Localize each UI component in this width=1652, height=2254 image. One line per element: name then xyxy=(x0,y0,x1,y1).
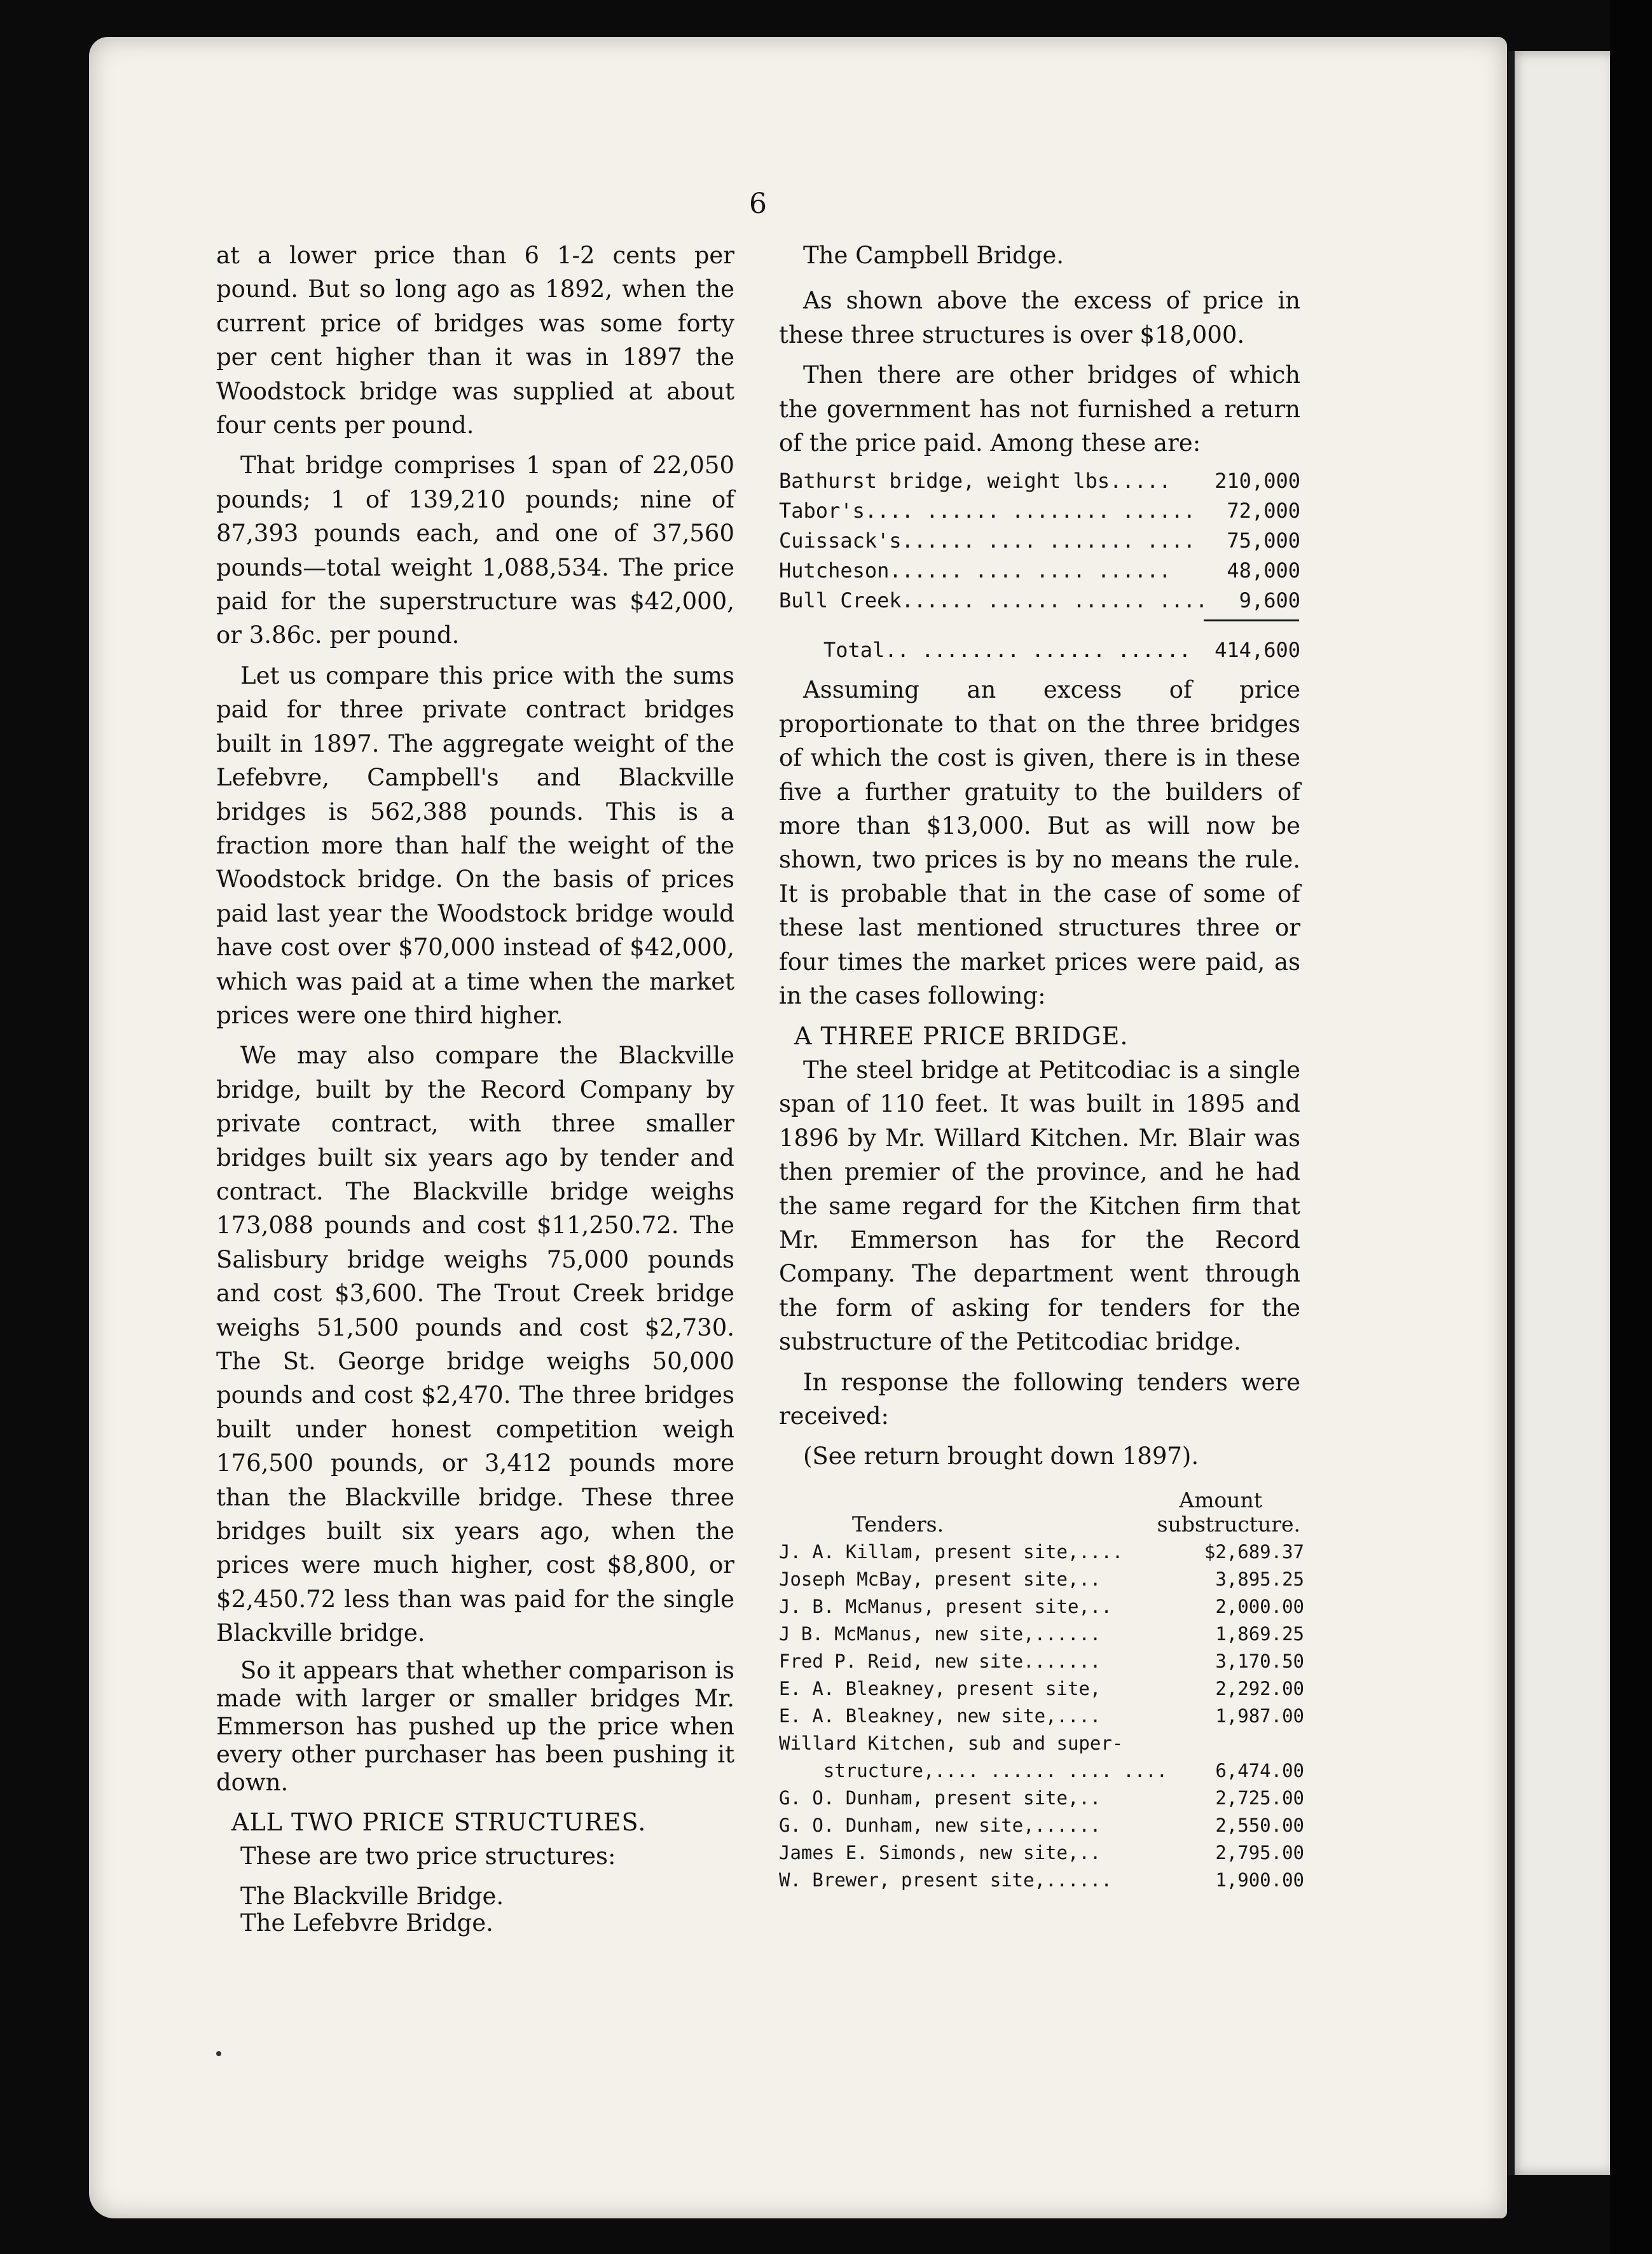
tenders-header-left: Tenders. xyxy=(852,1511,944,1537)
paragraph: Then there are other bridges of which the government has not furnished a return of the price paid. Among these are: xyxy=(779,361,1300,457)
tender-name: J. B. McManus, present site,.. xyxy=(779,1595,1112,1617)
tender-amount: 3,170.50 xyxy=(1215,1650,1304,1672)
list-item xyxy=(779,526,1300,556)
list-item xyxy=(779,466,1300,496)
left-column xyxy=(216,239,734,1937)
paragraph: The Campbell Bridge. xyxy=(803,242,1064,269)
paragraph: These are two price structures: xyxy=(240,1843,616,1870)
tender-name: structure,.... ...... .... .... xyxy=(779,1759,1168,1781)
bridge-name: The Blackville Bridge. xyxy=(240,1883,504,1911)
tenders-table xyxy=(779,1538,1304,1894)
table-row xyxy=(779,1566,1304,1593)
paragraph: So it appears that whether comparison is made with larger or smaller bridges Mr. Emmerson has pushed up the price when every other purchaser has been pushing it down. xyxy=(216,1656,734,1796)
tender-name: Fred P. Reid, new site....... xyxy=(779,1650,1101,1672)
list-item-value: 72,000 xyxy=(1227,499,1300,523)
tender-name: Joseph McBay, present site,.. xyxy=(779,1568,1101,1590)
bridge-name: The Lefebvre Bridge. xyxy=(240,1909,493,1937)
tender-name: Willard Kitchen, sub and super- xyxy=(779,1732,1124,1754)
tender-name: E. A. Bleakney, new site,.... xyxy=(779,1704,1101,1727)
paragraph: We may also compare the Blackville bridge, built by the Record Company by private contract, with three smaller bridges built six years ago by tender and contract. The Blackville bridge weighs 173,088 pounds and cost $11,250.72. The Salisbury bridge weighs 75,000 pounds and cost $3,600. The Trout Creek bridge weighs 51,500 pounds and cost $2,730. The St. George bridge weighs 50,000 pounds and cost $2,470. The three bridges built under honest competition weigh 176,500 pounds, or 3,412 pounds more than the Blackville bridge. These three bridges built six years ago, when the prices were much higher, cost $8,800, or $2,450.72 less than was paid for the single Blackville bridge. xyxy=(216,1042,734,1647)
tender-amount: $2,689.37 xyxy=(1204,1540,1304,1563)
table-row xyxy=(779,1648,1304,1675)
paragraph: In response the following tenders were received: xyxy=(779,1368,1300,1430)
tenders-header-right: Amount xyxy=(1179,1487,1262,1512)
list-item-value: 9,600 xyxy=(1239,588,1300,613)
table-row xyxy=(779,1703,1304,1730)
tender-amount: 2,725.00 xyxy=(1215,1787,1304,1809)
right-column xyxy=(779,239,1304,1894)
tenders-header-right: substructure. xyxy=(1157,1511,1300,1537)
tender-name: G. O. Dunham, present site,.. xyxy=(779,1787,1101,1809)
list-item-value: 75,000 xyxy=(1227,529,1300,553)
table-row xyxy=(779,1538,1304,1566)
table-row xyxy=(779,1593,1304,1621)
paragraph: As shown above the excess of price in these three structures is over $18,000. xyxy=(779,287,1300,349)
list-item-name: Bull Creek...... ...... ...... .... xyxy=(779,588,1208,613)
table-row xyxy=(779,1785,1304,1812)
list-item-name: Tabor's.... ...... ........ ...... xyxy=(779,499,1196,523)
table-row xyxy=(779,1867,1304,1894)
section-heading: A THREE PRICE BRIDGE. xyxy=(794,1021,1129,1050)
tender-name: E. A. Bleakney, present site, xyxy=(779,1677,1101,1699)
tender-amount: 2,000.00 xyxy=(1215,1595,1304,1617)
list-item-value: 48,000 xyxy=(1227,558,1300,583)
tender-amount xyxy=(1197,1730,1304,1757)
paragraph: at a lower price than 6 1-2 cents per pound. But so long ago as 1892, when the current price of bridges was some forty per cent higher than it was in 1897 the Woodstock bridge was supplied at about four cents per pound. xyxy=(216,242,734,439)
tender-amount: 2,795.00 xyxy=(1215,1841,1304,1863)
list-item-name: Cuissack's...... .... ....... .... xyxy=(779,529,1196,553)
scan-border xyxy=(1610,0,1652,2254)
bridge-weight-total xyxy=(779,621,1300,665)
list-item-name: Bathurst bridge, weight lbs..... xyxy=(779,469,1171,494)
tender-amount: 1,869.25 xyxy=(1215,1622,1304,1645)
tender-name: J B. McManus, new site,...... xyxy=(779,1622,1101,1645)
list-item-value: 210,000 xyxy=(1215,469,1300,494)
table-row xyxy=(779,1621,1304,1648)
tender-amount: 6,474.00 xyxy=(1215,1759,1304,1781)
list-item xyxy=(779,496,1300,526)
ink-speck xyxy=(216,2051,221,2056)
table-row xyxy=(779,1812,1304,1839)
section-heading: ALL TWO PRICE STRUCTURES. xyxy=(231,1808,647,1836)
adjacent-page-edge xyxy=(1508,51,1616,2175)
page-number: 6 xyxy=(749,188,767,220)
list-item xyxy=(779,556,1300,586)
tender-amount: 1,987.00 xyxy=(1215,1704,1304,1727)
total-value: 414,600 xyxy=(1215,638,1300,663)
table-row xyxy=(779,1839,1304,1867)
table-row xyxy=(779,1675,1304,1703)
tender-amount: 2,292.00 xyxy=(1215,1677,1304,1699)
total-label: Total.. ........ ...... ...... xyxy=(823,638,1191,663)
tender-name: G. O. Dunham, new site,...... xyxy=(779,1814,1101,1836)
tender-name: James E. Simonds, new site,.. xyxy=(779,1841,1101,1863)
total-row xyxy=(779,621,1300,665)
list-item xyxy=(779,586,1300,616)
tender-amount: 1,900.00 xyxy=(1215,1869,1304,1891)
paragraph: Assuming an excess of price proportionate to that on the three bridges of which the cost is given, there is in these five a further gratuity to the builders of more than $13,000. But as will now be shown, two prices is by no means the rule. It is probable that in the case of some of these last mentioned structures three or four times the market prices were paid, as in the cases following: xyxy=(779,676,1300,1010)
list-item-name: Hutcheson...... .... .... ...... xyxy=(779,558,1171,583)
tender-name: W. Brewer, present site,...... xyxy=(779,1869,1112,1891)
tender-amount: 3,895.25 xyxy=(1215,1568,1304,1590)
paragraph: That bridge comprises 1 span of 22,050 pounds; 1 of 139,210 pounds; nine of 87,393 pounds each, and one of 37,560 pounds—total weight 1,088,534. The price paid for the superstructure was $42,000, or 3.86c. per pound. xyxy=(216,452,734,649)
bridge-weight-list xyxy=(779,466,1300,616)
paragraph: The steel bridge at Petitcodiac is a single span of 110 feet. It was built in 1895 and 1896 by Mr. Willard Kitchen. Mr. Blair was then premier of the province, and he had the same regard for the Kitchen firm that Mr. Emmerson has for the Record Company. The department went through the form of asking for tenders for the substructure of the Petitcodiac bridge. xyxy=(779,1056,1300,1356)
tender-name: J. A. Killam, present site,.... xyxy=(779,1540,1124,1563)
table-row xyxy=(779,1730,1304,1757)
tenders-header xyxy=(779,1488,1300,1538)
table-row xyxy=(779,1757,1304,1785)
tender-amount: 2,550.00 xyxy=(1215,1814,1304,1836)
paragraph: (See return brought down 1897). xyxy=(803,1442,1199,1470)
paragraph: Let us compare this price with the sums paid for three private contract bridges built in 1897. The aggregate weight of the Lefebvre, Campbell's and Blackville bridges is 562,388 pounds. This is a fraction more than half the weight of the Woodstock bridge. On the basis of prices paid last year the Woodstock bridge would have cost over $70,000 instead of $42,000, which was paid at a time when the market prices were one third higher. xyxy=(216,661,734,1029)
